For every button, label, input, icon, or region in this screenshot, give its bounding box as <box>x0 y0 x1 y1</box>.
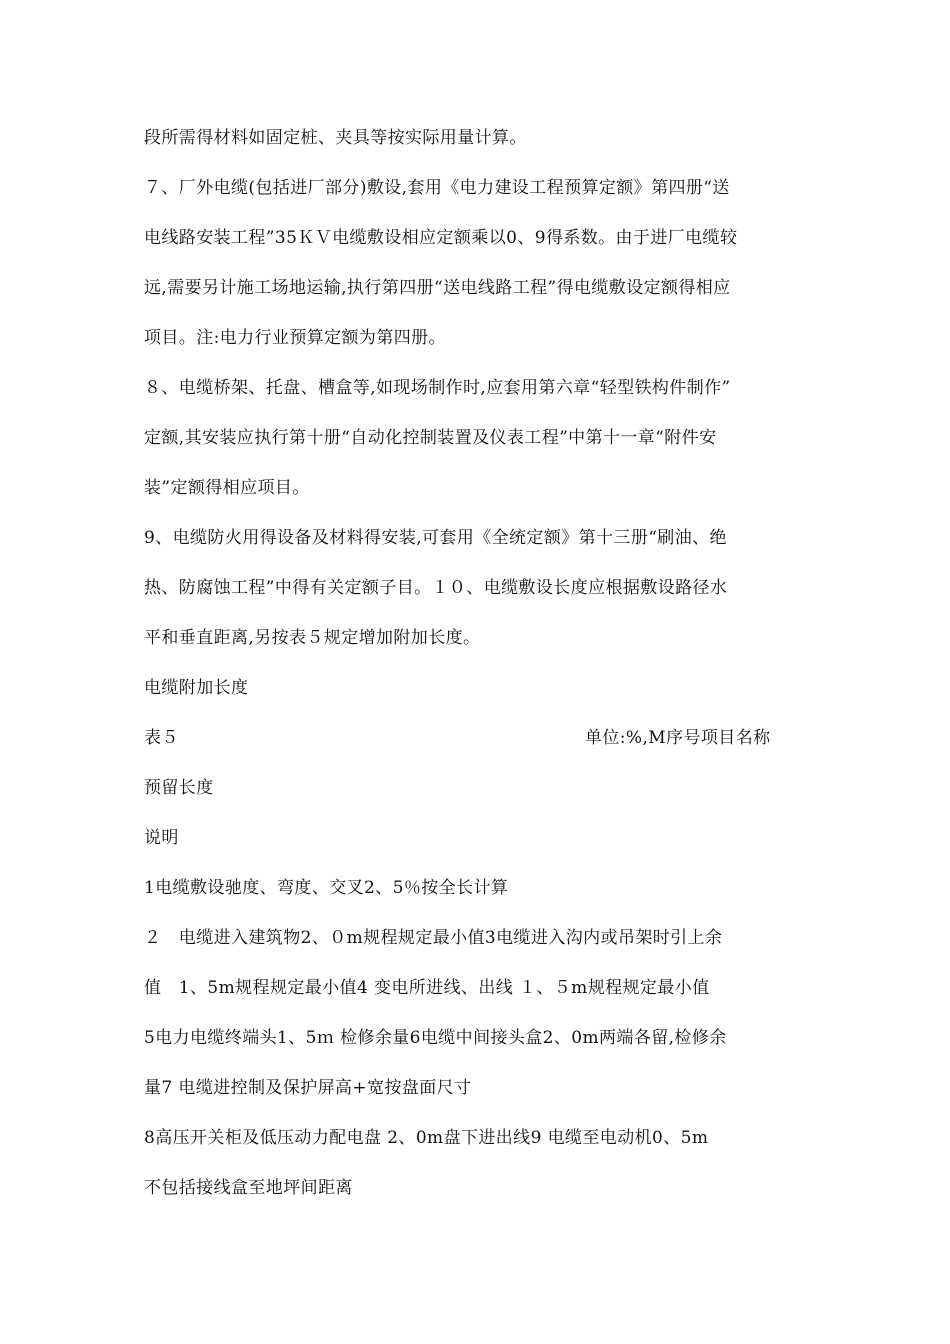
text-line-4: 远,需要另计施工场地运输,执行第四册“送电线路工程”得电缆敷设定额得相应 <box>144 278 731 298</box>
table-row-line-1: 1电缆敷设驰度、弯度、交叉2、5％按全长计算 <box>144 878 509 898</box>
text-line-3: 电线路安装工程”35ＫＶ电缆敷设相应定额乘以0、9得系数。由于进厂电缆较 <box>144 228 738 248</box>
table-row-line-6: 8高压开关柜及低压动力配电盘 2、0m盘下进出线9 电缆至电动机0、5m <box>144 1128 709 1148</box>
table-row-line-4: 5电力电缆终端头1、5ｍ 检修余量6电缆中间接头盒2、0m两端各留,检修余 <box>144 1028 727 1048</box>
table-row-line-7: 不包括接线盒至地坪间距离 <box>144 1178 353 1198</box>
table-unit-header: 单位:%,M序号项目名称 <box>585 728 771 748</box>
text-line-6: ８、电缆桥架、托盘、槽盒等,如现场制作时,应套用第六章“轻型铁构件制作” <box>144 378 731 398</box>
text-line-7: 定额,其安装应执行第十册“自动化控制装置及仪表工程”中第十一章“附件安 <box>144 428 717 448</box>
table-number: 表５ <box>144 728 179 748</box>
text-line-5: 项目。注:电力行业预算定额为第四册。 <box>144 328 446 348</box>
text-line-1: 段所需得材料如固定桩、夹具等按实际用量计算。 <box>144 128 527 148</box>
text-line-9: 9、电缆防火用得设备及材料得安装,可套用《全统定额》第十三册“刷油、绝 <box>144 528 727 548</box>
table-row-line-5: 量7 电缆进控制及保护屏高+宽按盘面尺寸 <box>144 1078 472 1098</box>
text-line-10: 热、防腐蚀工程”中得有关定额子目。１０、电缆敷设长度应根据敷设路径水 <box>144 578 728 598</box>
text-line-8: 装”定额得相应项目。 <box>144 478 310 498</box>
column-description: 说明 <box>144 828 179 848</box>
column-reserved-length: 预留长度 <box>144 778 214 798</box>
text-line-2: ７、厂外电缆(包括进厂部分)敷设,套用《电力建设工程预算定额》第四册“送 <box>144 178 730 198</box>
table-row-line-2: ２ 电缆进入建筑物2、０m规程规定最小值3电缆进入沟内或吊架时引上余 <box>144 928 723 948</box>
table-row-line-3: 值 1、5m规程规定最小值4 变电所进线、出线 １、５m规程规定最小值 <box>144 978 710 998</box>
text-line-11: 平和垂直距离,另按表５规定增加附加长度。 <box>144 628 481 648</box>
table-caption: 电缆附加长度 <box>144 678 249 698</box>
